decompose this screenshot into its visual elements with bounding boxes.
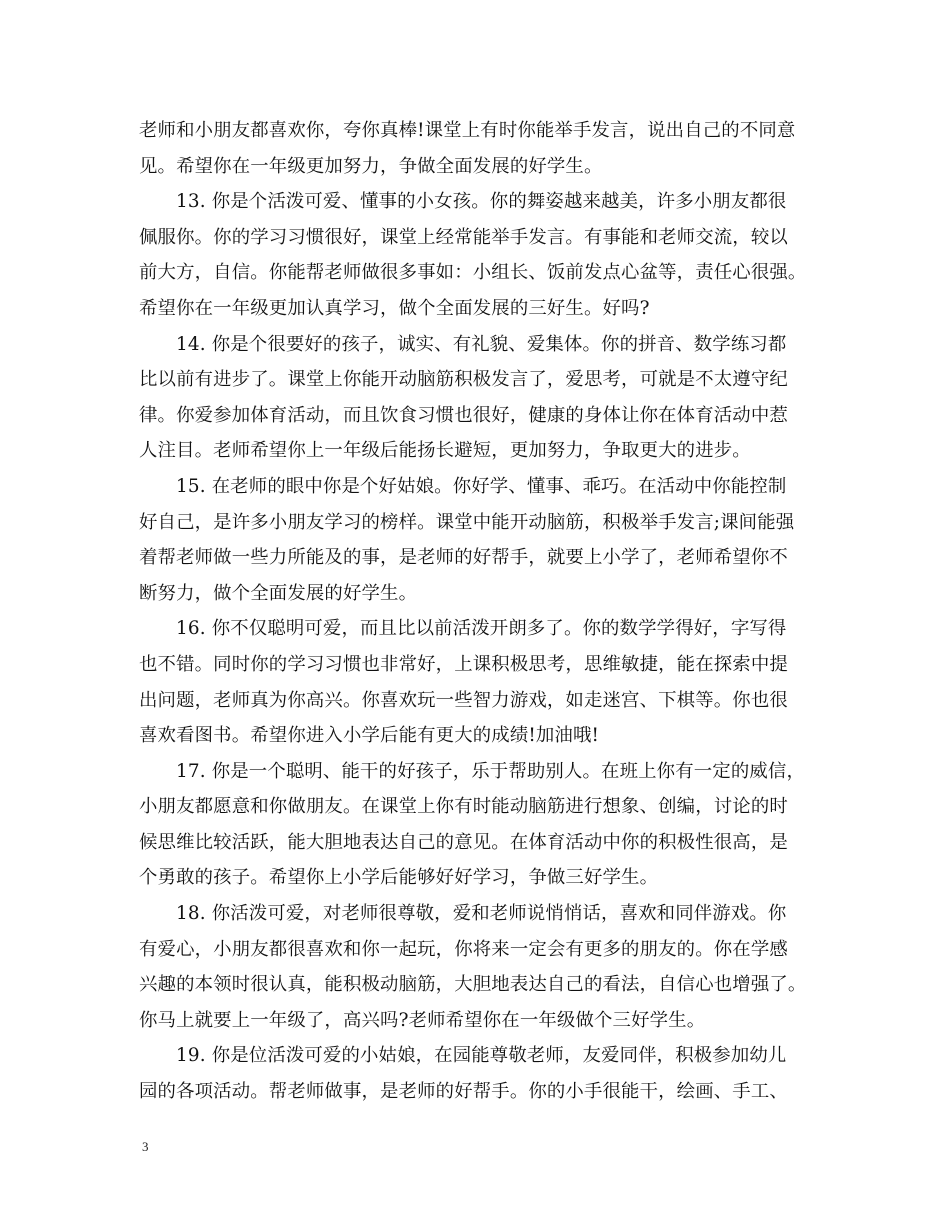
paragraph-19-start: 19. 你是位活泼可爱的小姑娘，在园能尊敬老师，友爱同伴，积极参加幼儿 — [176, 1045, 787, 1067]
text-line: 个勇敢的孩子。希望你上小学后能够好好学习，争做三好学生。 — [139, 867, 659, 889]
text-line: 断努力，做个全面发展的好学生。 — [139, 582, 418, 604]
paragraph-18-start: 18. 你活泼可爱，对老师很尊敬，爱和老师说悄悄话，喜欢和同伴游戏。你 — [176, 903, 787, 925]
text-line: 候思维比较活跃，能大胆地表达自己的意见。在体育活动中你的积极性很高，是 — [139, 831, 788, 853]
paragraph-14-start: 14. 你是个很要好的孩子，诚实、有礼貌、爱集体。你的拼音、数学练习都 — [176, 333, 787, 355]
text-line: 老师和小朋友都喜欢你，夸你真棒!课堂上有时你能举手发言，说出自己的不同意 — [139, 120, 796, 141]
document-body — [139, 113, 819, 1110]
page-number: 3 — [142, 1139, 149, 1154]
text-line: 前大方，自信。你能帮老师做很多事如：小组长、饭前发点心盆等，责任心很强。 — [139, 262, 807, 284]
text-line: 佩服你。你的学习习惯很好，课堂上经常能举手发言。有事能和老师交流，较以 — [139, 226, 788, 248]
text-line: 希望你在一年级更加认真学习，做个全面发展的三好生。好吗? — [139, 297, 650, 319]
text-line: 着帮老师做一些力所能及的事，是老师的好帮手，就要上小学了，老师希望你不 — [139, 547, 788, 569]
text-line: 兴趣的本领时很认真，能积极动脑筋，大胆地表达自己的看法，自信心也增强了。 — [139, 974, 807, 996]
text-line: 律。你爱参加体育活动，而且饮食习惯也很好，健康的身体让你在体育活动中惹 — [139, 404, 788, 426]
paragraph-17-start: 17. 你是一个聪明、能干的好孩子，乐于帮助别人。在班上你有一定的威信， — [176, 760, 805, 782]
paragraph-13-start: 13. 你是个活泼可爱、懂事的小女孩。你的舞姿越来越美，许多小朋友都很 — [176, 191, 787, 213]
text-line: 有爱心，小朋友都很喜欢和你一起玩，你将来一定会有更多的朋友的。你在学感 — [139, 938, 788, 960]
text-line: 人注目。老师希望你上一年级后能扬长避短，更加努力，争取更大的进步。 — [139, 440, 751, 462]
text-line: 好自己，是许多小朋友学习的榜样。课堂中能开动脑筋，积极举手发言;课间能强 — [139, 511, 795, 533]
text-line: 喜欢看图书。希望你进入小学后能有更大的成绩!加油哦! — [139, 725, 600, 747]
text-line: 你马上就要上一年级了，高兴吗?老师希望你在一年级做个三好学生。 — [139, 1009, 706, 1031]
paragraph-16-start: 16. 你不仅聪明可爱，而且比以前活泼开朗多了。你的数学学得好，字写得 — [176, 618, 787, 640]
text-line: 见。希望你在一年级更加努力，争做全面发展的好学生。 — [139, 155, 603, 177]
text-line: 小朋友都愿意和你做朋友。在课堂上你有时能动脑筋进行想象、创编，讨论的时 — [139, 796, 788, 818]
text-line: 园的各项活动。帮老师做事，是老师的好帮手。你的小手很能干，绘画、手工、 — [139, 1081, 788, 1103]
text-line: 比以前有进步了。课堂上你能开动脑筋积极发言了，爱思考，可就是不太遵守纪 — [139, 369, 788, 391]
text-line: 也不错。同时你的学习习惯也非常好，上课积极思考，思维敏捷，能在探索中提 — [139, 653, 788, 675]
text-line: 出问题，老师真为你高兴。你喜欢玩一些智力游戏，如走迷宫、下棋等。你也很 — [139, 689, 788, 711]
paragraph-15-start: 15. 在老师的眼中你是个好姑娘。你好学、懂事、乖巧。在活动中你能控制 — [176, 475, 787, 497]
